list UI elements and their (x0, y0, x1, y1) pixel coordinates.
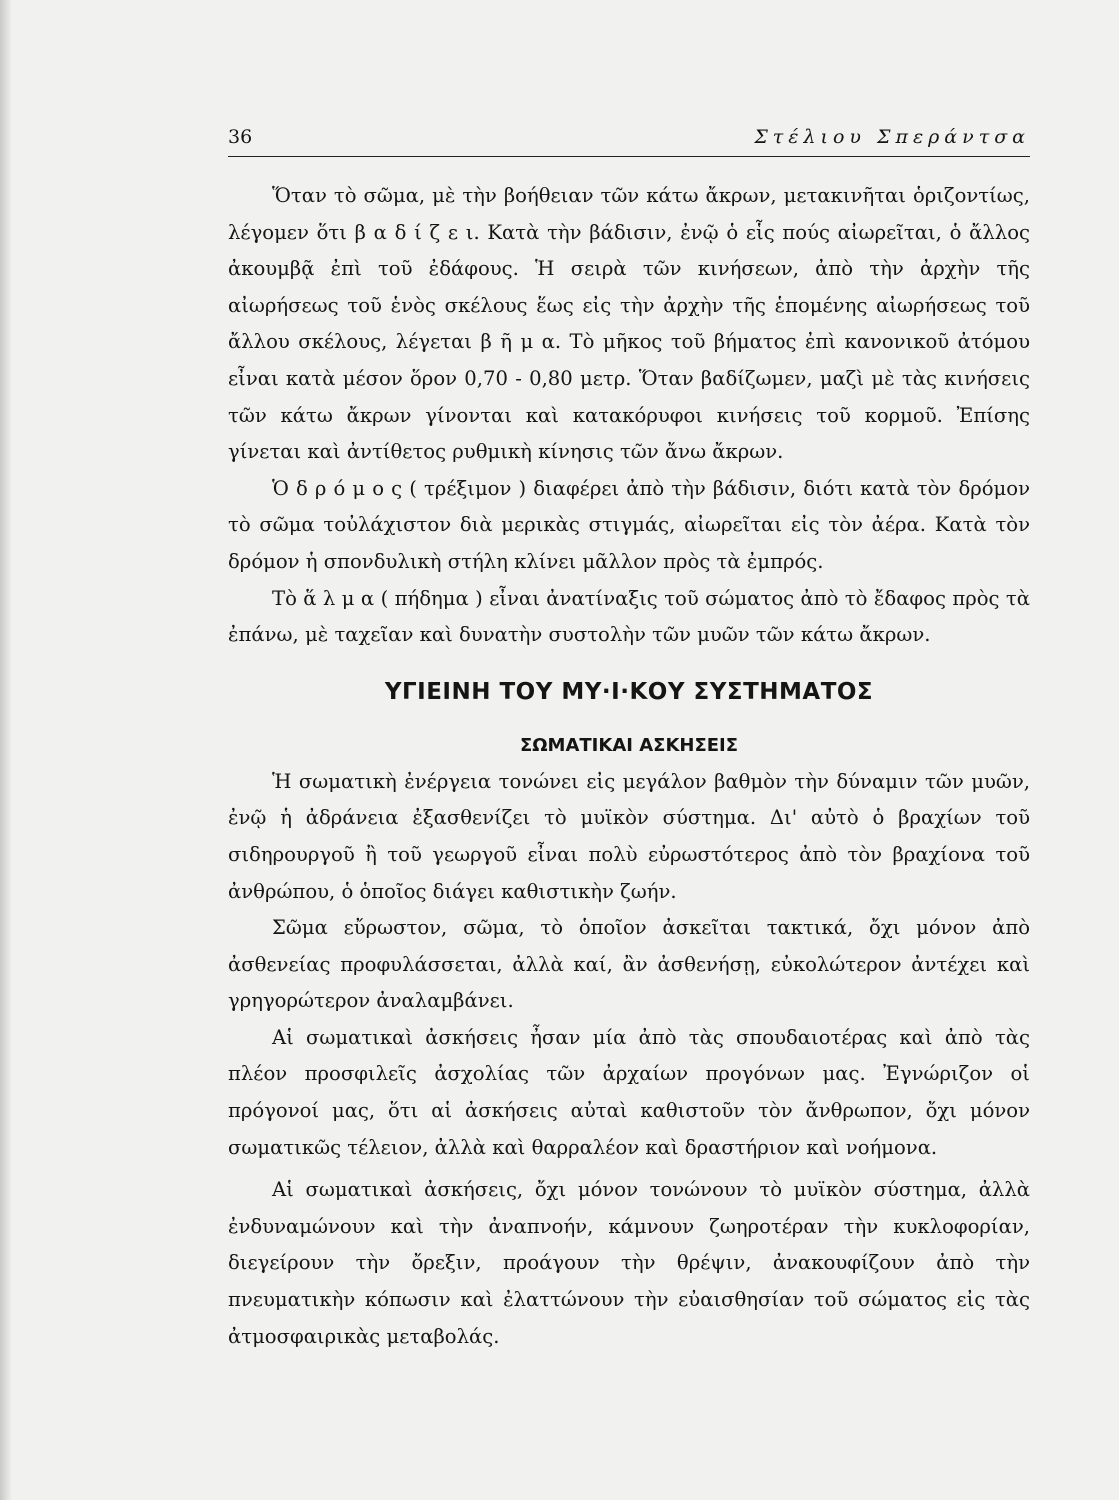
running-head: Στέλιου Σπεράντσα (754, 126, 1030, 148)
paragraph-benefits: Αἱ σωματικαὶ ἀσκήσεις, ὄχι μόνον τονώνουν τὸ μυϊκὸν σύστημα, ἀλλὰ ἐνδυναμώνουν καὶ τὴν ἀναπνοήν, κάμνουν ζωηροτέραν τὴν κυκλοφορίαν, διεγείρουν τὴν ὄρεξιν, προάγουν τὴν θρέψιν, ἀνακουφίζουν ἀπὸ τὴν πνευματικὴν κόπωσιν καὶ ἐλαττώνουν τὴν εὐαισθησίαν τοῦ σώματος εἰς τὰς ἀτμοσφαιρικὰς μεταβολάς. (228, 1178, 1030, 1348)
paragraph-jumping: Τὸ ἅ λ μ α ( πήδημα ) εἶναι ἀνατίναξις τοῦ σώματος ἀπὸ τὸ ἔδαφος πρὸς τὰ ἐπάνω, μὲ ταχεῖαν καὶ δυνατὴν συστολὴν τῶν μυῶν τῶν κάτω ἄκρων. (228, 586, 1030, 647)
paragraph-running: Ὁ δ ρ ό μ ο ς ( τρέξιμον ) διαφέρει ἀπὸ τὴν βάδισιν, διότι κατὰ τὸν δρόμον τὸ σῶμα τοὐλάχιστον διὰ μερικὰς στιγμάς, αἰωρεῖται εἰς τὸν ἀέρα. Κατὰ τὸν δρόμον ἡ σπονδυλικὴ στήλη κλίνει μᾶλλον πρὸς τὰ ἐμπρός. (228, 476, 1030, 573)
page-header (228, 122, 1030, 157)
page-body (228, 178, 1030, 1355)
page-number: 36 (228, 126, 253, 148)
paragraph-ancestors: Αἱ σωματικαὶ ἀσκήσεις ἦσαν μία ἀπὸ τὰς σπουδαιοτέρας καὶ ἀπὸ τὰς πλέον προσφιλεῖς ἀσχολίας τῶν ἀρχαίων προγόνων μας. Ἐγνώριζον οἱ πρόγονοί μας, ὅτι αἱ ἀσκήσεις αὐταὶ καθιστοῦν τὸν ἄνθρωπον, ὄχι μόνον σωματικῶς τέλειον, ἀλλὰ καὶ θαρραλέον καὶ δραστήριον καὶ νοήμονα. (228, 1025, 1030, 1159)
paragraph-physical-energy: Ἡ σωματικὴ ἐνέργεια τονώνει εἰς μεγάλον βαθμὸν τὴν δύναμιν τῶν μυῶν, ἐνῷ ἡ ἀδράνεια ἐξασθενίζει τὸ μυϊκὸν σύστημα. Δι' αὐτὸ ὁ βραχίων τοῦ σιδηρουργοῦ ἢ τοῦ γεωργοῦ εἶναι πολὺ εὐρωστότερος ἀπὸ τὸν βραχίονα τοῦ ἀνθρώπου, ὁ ὁποῖος διάγει καθιστικὴν ζωήν. (228, 769, 1030, 903)
paragraph-healthy-body: Σῶμα εὔρωστον, σῶμα, τὸ ὁποῖον ἀσκεῖται τακτικά, ὄχι μόνον ἀπὸ ἀσθενείας προφυλάσσεται, ἀλλὰ καί, ἂν ἀσθενήσῃ, εὐκολώτερον ἀντέχει καὶ γρηγορώτερον ἀναλαμβάνει. (228, 916, 1030, 1013)
section-heading: ΥΓΙΕΙΝΗ ΤΟΥ ΜΥ·Ι·ΚΟΥ ΣΥΣΤΗΜΑΤΟΣ (384, 678, 874, 705)
sub-heading: ΣΩΜΑΤΙΚΑΙ ΑΣΚΗΣΕΙΣ (519, 734, 739, 756)
paragraph-walking: Ὅταν τὸ σῶμα, μὲ τὴν βοήθειαν τῶν κάτω ἄκρων, μετακινῆται ὁριζοντίως, λέγομεν ὅτι β α δ ί ζ ε ι. Κατὰ τὴν βάδισιν, ἐνῷ ὁ εἷς πούς αἰωρεῖται, ὁ ἄλλος ἀκουμβᾷ ἐπὶ τοῦ ἐδάφους. Ἡ σειρὰ τῶν κινήσεων, ἀπὸ τὴν ἀρχὴν τῆς αἰωρήσεως τοῦ ἑνὸς σκέλους ἕως εἰς τὴν ἀρχὴν τῆς ἑπομένης αἰωρήσεως τοῦ ἄλλου σκέλους, λέγεται β ῆ μ α. Τὸ μῆκος τοῦ βήματος ἐπὶ κανονικοῦ ἀτόμου εἶναι κατὰ μέσον ὅρον 0,70 - 0,80 μετρ. Ὅταν βαδίζωμεν, μαζὶ μὲ τὰς κινήσεις τῶν κάτω ἄκρων γίνονται καὶ κατακόρυφοι κινήσεις τοῦ κορμοῦ. Ἐπίσης γίνεται καὶ ἀντίθετος ρυθμικὴ κίνησις τῶν ἄνω ἄκρων. (228, 184, 1030, 464)
